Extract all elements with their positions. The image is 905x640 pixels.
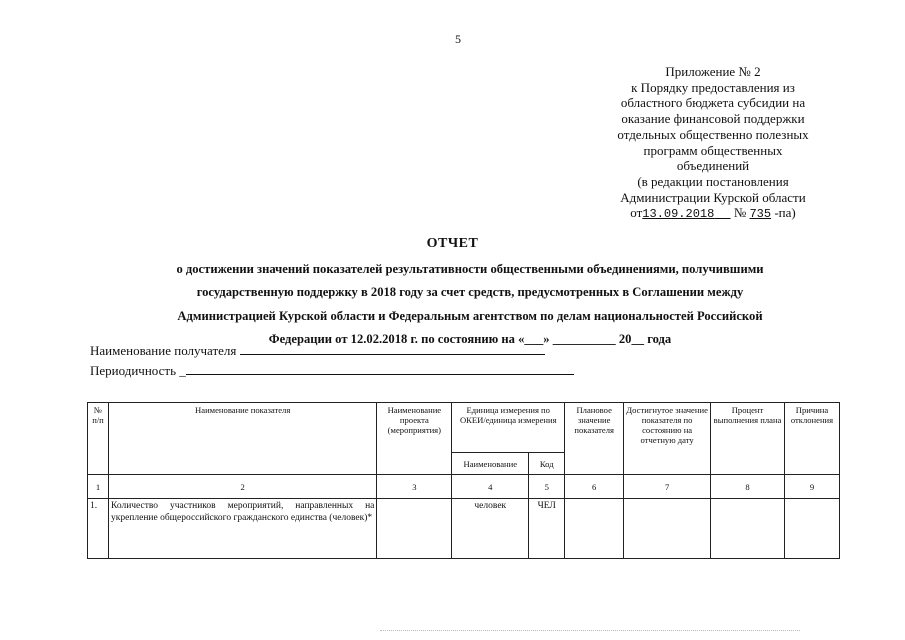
header-num: № п/п xyxy=(88,403,109,475)
subtitle-line: Федерации от 12.02.2018 г. по состоянию на «___» __________ 20__ года xyxy=(268,331,672,346)
recipient-blank-line[interactable] xyxy=(240,342,545,355)
row-num: 1. xyxy=(88,499,109,559)
header-reason: Причина отклонения xyxy=(784,403,839,475)
table-row xyxy=(88,499,840,559)
row-percent[interactable] xyxy=(711,499,785,559)
appendix-line: областного бюджета субсидии на xyxy=(620,95,806,111)
row-indicator: Количество участников мероприятий, направленных на укрепление общероссийского гражданского единства (человек)* xyxy=(108,499,376,559)
number-prefix: № xyxy=(733,205,747,221)
row-unit-code: ЧЕЛ xyxy=(529,499,565,559)
column-number: 8 xyxy=(711,475,785,499)
resolution-date: 13.09.2018 xyxy=(642,207,715,222)
scan-artifact xyxy=(380,630,800,632)
row-project[interactable] xyxy=(377,499,452,559)
column-number: 9 xyxy=(784,475,839,499)
report-table xyxy=(87,402,840,559)
appendix-line: программ общественных xyxy=(643,142,783,158)
header-achieved: Достигнутое значение показателя по состоянию на отчетную дату xyxy=(624,403,711,475)
appendix-line: отдельных общественно полезных xyxy=(617,126,809,142)
column-number: 7 xyxy=(624,475,711,499)
periodicity-field xyxy=(90,362,574,379)
header-percent: Процент выполнения плана xyxy=(711,403,785,475)
column-number: 1 xyxy=(88,475,109,499)
subtitle-line: Администрацией Курской области и Федеральным агентством по делам национальностей Российской xyxy=(177,308,763,323)
header-planned: Плановое значение показателя xyxy=(565,403,624,475)
number-suffix: -па) xyxy=(774,205,796,221)
appendix-line: Администрации Курской области xyxy=(620,189,806,205)
periodicity-blank-line[interactable] xyxy=(186,362,574,375)
recipient-label: Наименование получателя xyxy=(90,343,237,358)
column-number-row xyxy=(88,475,840,499)
table-header-row xyxy=(88,403,840,453)
header-unit-code: Код xyxy=(529,453,565,475)
header-unit: Единица измерения по ОКЕИ/единица измерения xyxy=(452,403,565,453)
row-unit-name: человек xyxy=(452,499,529,559)
header-project: Наименование проекта (мероприятия) xyxy=(377,403,452,475)
appendix-line: к Порядку предоставления из xyxy=(631,79,795,95)
row-planned[interactable] xyxy=(565,499,624,559)
report-title: ОТЧЕТ xyxy=(426,236,479,251)
column-number: 4 xyxy=(452,475,529,499)
column-number: 5 xyxy=(529,475,565,499)
report-subtitle xyxy=(100,258,840,351)
appendix-line: оказание финансовой поддержки xyxy=(621,111,805,127)
appendix-line: (в редакции постановления xyxy=(637,173,789,189)
header-indicator: Наименование показателя xyxy=(108,403,376,475)
periodicity-label: Периодичность _ xyxy=(90,363,186,378)
resolution-number: 735 xyxy=(749,207,772,222)
appendix-line: объединений xyxy=(676,158,750,174)
header-unit-name: Наименование xyxy=(452,453,529,475)
appendix-block xyxy=(598,64,828,223)
date-prefix: от xyxy=(630,205,643,221)
column-number: 6 xyxy=(565,475,624,499)
recipient-field xyxy=(90,342,545,359)
subtitle-line: государственную поддержку в 2018 году за счет средств, предусмотренных в Соглашении между xyxy=(196,285,744,300)
row-achieved[interactable] xyxy=(624,499,711,559)
appendix-date-line xyxy=(598,205,828,223)
page-number: 5 xyxy=(455,32,461,46)
subtitle-line: о достижении значений показателей результативности общественными объединениями, получившими xyxy=(176,262,764,276)
appendix-line: Приложение № 2 xyxy=(665,64,761,79)
column-number: 3 xyxy=(377,475,452,499)
row-reason[interactable] xyxy=(784,499,839,559)
column-number: 2 xyxy=(108,475,376,499)
